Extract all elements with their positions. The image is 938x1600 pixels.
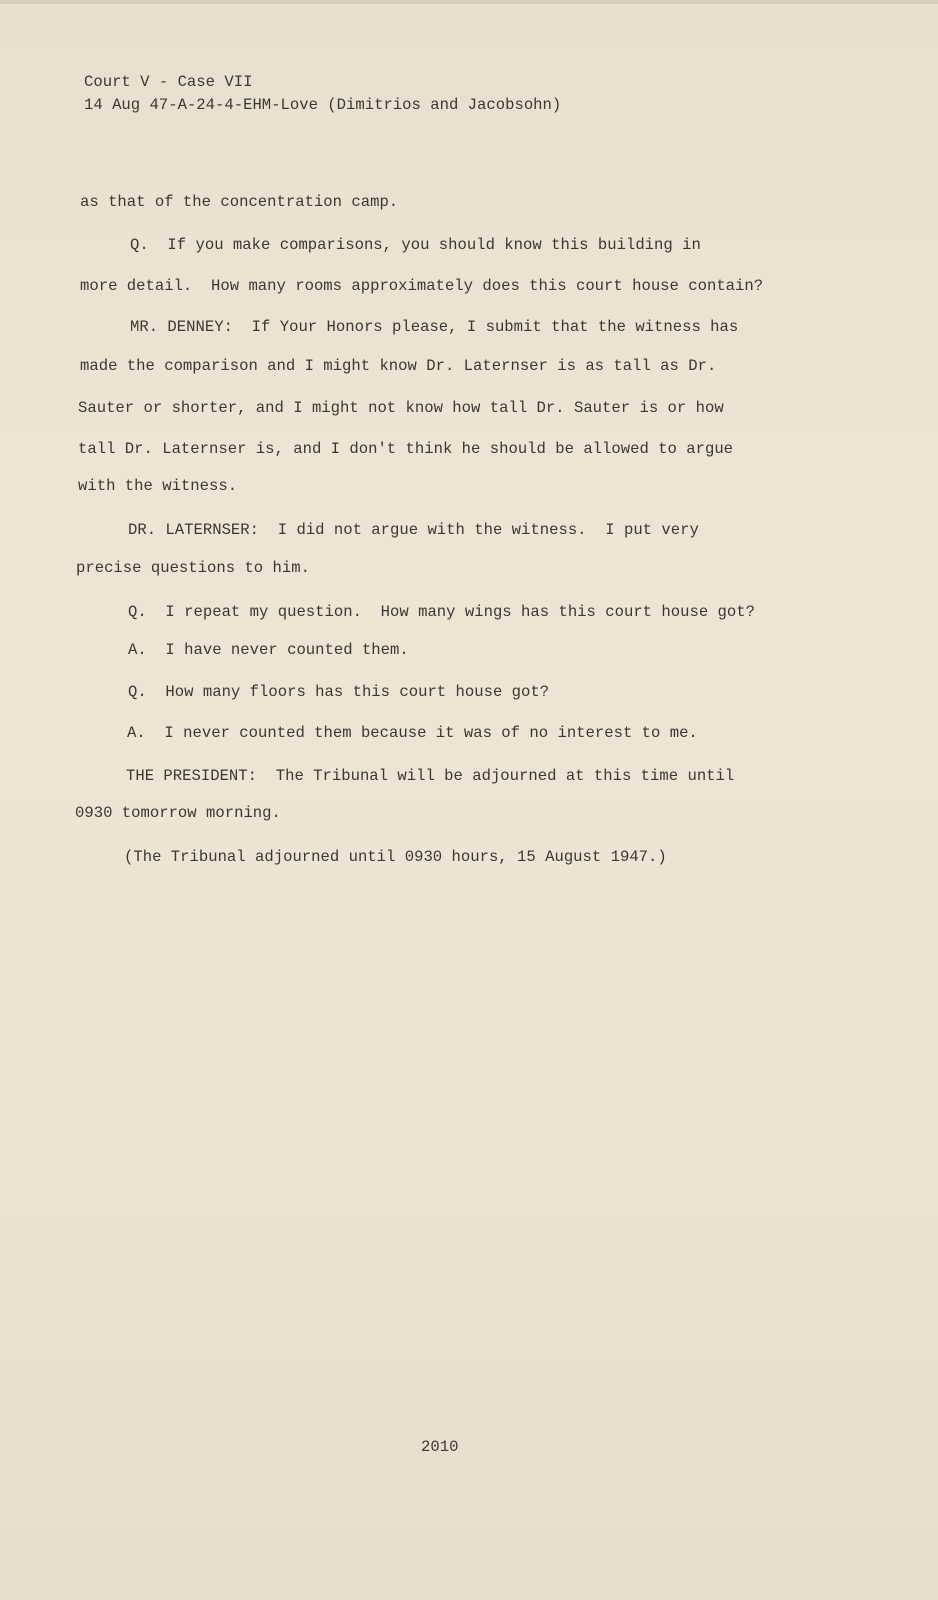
transcript-line: A. I never counted them because it was of no interest to me.	[127, 724, 698, 742]
page-number: 2010	[421, 1438, 459, 1456]
transcript-line: Q. How many floors has this court house got?	[128, 683, 550, 701]
transcript-line: Q. I repeat my question. How many wings has this court house got?	[128, 603, 755, 621]
transcript-line: made the comparison and I might know Dr. Laternser is as tall as Dr.	[80, 357, 717, 375]
transcript-line: as that of the concentration camp.	[80, 193, 399, 211]
paper-top-edge	[0, 0, 938, 4]
transcript-line: Q. If you make comparisons, you should know this building in	[130, 236, 701, 254]
transcript-line: A. I have never counted them.	[128, 641, 409, 659]
transcript-line: tall Dr. Laternser is, and I don't think he should be allowed to argue	[78, 440, 734, 458]
transcript-line: with the witness.	[78, 477, 238, 495]
header-court-case: Court V - Case VII	[84, 73, 253, 91]
transcript-line: precise questions to him.	[76, 559, 310, 577]
transcript-line: THE PRESIDENT: The Tribunal will be adjourned at this time until	[126, 767, 735, 785]
transcript-line: more detail. How many rooms approximately does this court house contain?	[80, 277, 764, 295]
header-session-id: 14 Aug 47-A-24-4-EHM-Love (Dimitrios and Jacobsohn)	[84, 96, 562, 114]
transcript-line: (The Tribunal adjourned until 0930 hours, 15 August 1947.)	[124, 848, 667, 866]
transcript-line: DR. LATERNSER: I did not argue with the witness. I put very	[128, 521, 699, 539]
transcript-line: Sauter or shorter, and I might not know how tall Dr. Sauter is or how	[78, 399, 724, 417]
transcript-line: MR. DENNEY: If Your Honors please, I submit that the witness has	[130, 318, 739, 336]
transcript-line: 0930 tomorrow morning.	[75, 804, 281, 822]
